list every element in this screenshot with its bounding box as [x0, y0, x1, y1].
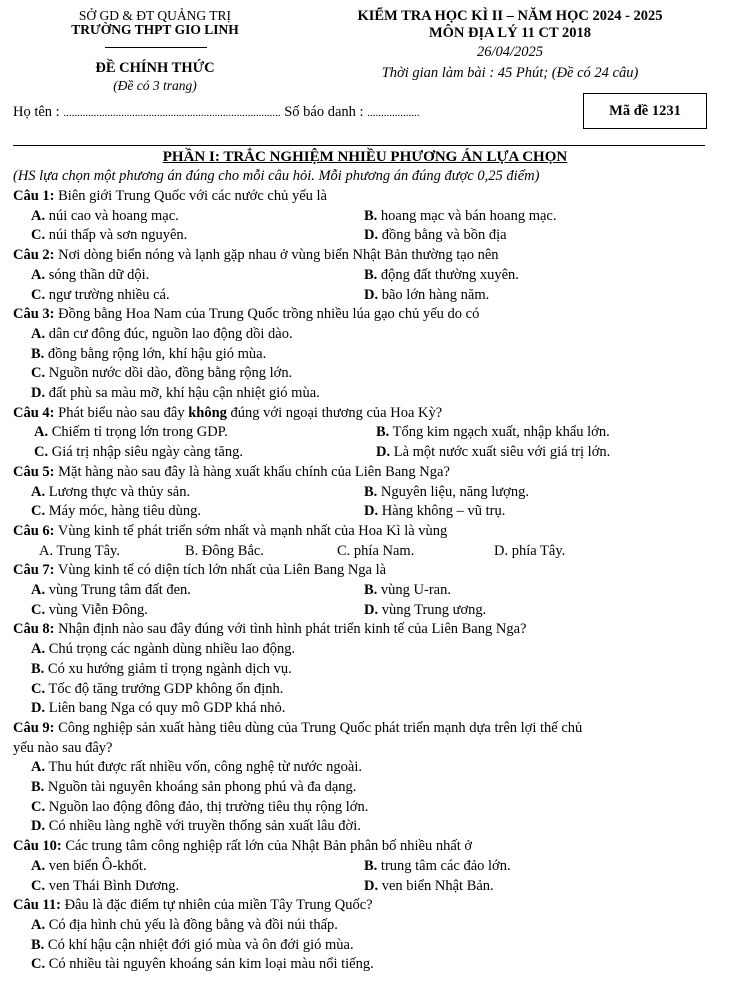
answer-option	[364, 858, 511, 875]
option-letter: D.	[31, 818, 46, 835]
question-text: Công nghiệp sản xuất hàng tiêu dùng của Trung Quốc phát triển mạnh dựa trên lợi thế chủ	[58, 719, 583, 736]
answer-option	[31, 227, 187, 244]
question-stem	[13, 720, 582, 737]
option-text: động đất thường xuyên.	[377, 266, 519, 283]
option-letter: D.	[376, 444, 391, 461]
option-text: Có địa hình chủ yếu là đồng bằng và đồi núi thấp.	[45, 916, 338, 933]
question-text: Đâu là đặc điểm tự nhiên của miền Tây Trung Quốc?	[64, 897, 373, 914]
answer-option	[364, 484, 529, 501]
question-text: Nơi dòng biển nóng và lạnh gặp nhau ở vùng biển Nhật Bản thường tạo nên	[58, 247, 499, 264]
question-label: Câu 7:	[13, 562, 55, 579]
option-letter: A.	[39, 542, 54, 559]
subject: MÔN ĐỊA LÝ 11 CT 2018	[428, 25, 592, 41]
option-letter: C.	[337, 542, 351, 559]
answer-option	[31, 858, 147, 875]
answer-option	[31, 602, 148, 619]
question-text: đúng với ngoại thương của Hoa Kỳ?	[226, 404, 443, 421]
option-text: Nguồn nước dồi dào, đồng bằng rộng lớn.	[45, 365, 293, 382]
option-letter: C.	[31, 877, 46, 894]
option-letter: B.	[31, 936, 45, 953]
option-letter: D.	[364, 601, 379, 618]
option-letter: A.	[31, 325, 46, 342]
option-text: phía Tây.	[508, 542, 566, 559]
option-letter: B.	[364, 483, 378, 500]
question-stem	[13, 188, 327, 205]
answer-option	[31, 287, 170, 304]
exam-code-box: Mã đề 1231	[583, 93, 707, 129]
answer-option	[337, 543, 414, 560]
option-letter: B.	[31, 660, 45, 677]
option-text: vùng Trung tâm đất đen.	[45, 582, 191, 598]
option-letter: A.	[31, 266, 46, 283]
option-text: Có khí hậu cận nhiệt đới gió mùa và ôn đới gió mùa.	[44, 936, 354, 953]
answer-option	[31, 582, 191, 599]
option-text: sóng thần dữ dội.	[45, 266, 150, 283]
option-text: Đông Bắc.	[198, 542, 264, 559]
dept-name: SỞ GD & ĐT QUẢNG TRỊ	[78, 8, 232, 23]
duration: Thời gian làm bài : 45 Phút; (Đề có 24 câu)	[381, 65, 639, 81]
answer-option	[31, 937, 354, 954]
option-text: Chiếm tỉ trọng lớn trong GDP.	[48, 424, 228, 441]
option-text: phía Nam.	[350, 542, 415, 559]
option-letter: D.	[364, 503, 379, 520]
option-letter: C.	[31, 798, 46, 815]
question-stem	[13, 306, 479, 323]
option-letter: A.	[31, 483, 46, 500]
option-text: ven Thái Bình Dương.	[45, 877, 180, 894]
answer-option	[31, 759, 362, 776]
answer-option	[34, 444, 243, 461]
question-text: Đồng bằng Hoa Nam của Trung Quốc trồng nhiều lúa gạo chủ yếu do có	[58, 306, 480, 323]
option-letter: D.	[31, 700, 46, 717]
answer-option	[31, 779, 356, 796]
option-text: ven biển Nhật Bản.	[378, 877, 494, 894]
answer-option	[31, 956, 374, 973]
option-letter: B.	[364, 857, 378, 874]
option-text: bão lớn hàng năm.	[378, 286, 490, 303]
answer-option	[364, 287, 489, 304]
exam-date: 26/04/2025	[476, 44, 544, 60]
answer-option	[31, 818, 361, 835]
option-text: đồng bằng và bồn địa	[378, 227, 507, 244]
question-text: Mặt hàng nào sau đây là hàng xuất khẩu chính của Liên Bang Nga?	[58, 463, 450, 480]
option-text: Thu hút được rất nhiều vốn, công nghệ từ nước ngoài.	[45, 759, 363, 776]
question-text: Vùng kinh tế có diện tích lớn nhất của Liên Bang Nga là	[57, 562, 387, 579]
question-stem	[13, 562, 386, 579]
option-text: Nguyên liệu, năng lượng.	[377, 483, 529, 500]
question-label: Câu 9:	[13, 719, 55, 736]
question-stem	[13, 838, 472, 855]
answer-option	[364, 267, 519, 284]
option-letter: B.	[185, 542, 199, 559]
option-letter: C.	[31, 286, 46, 303]
option-text: Nguồn tài nguyên khoáng sản phong phú và đa dạng.	[44, 779, 357, 795]
option-letter: C.	[31, 227, 46, 244]
answer-option	[364, 602, 486, 619]
answer-option	[31, 700, 285, 717]
answer-option	[494, 543, 565, 560]
header-divider	[105, 47, 207, 48]
answer-option	[34, 424, 228, 441]
official-label: ĐỀ CHÍNH THỨC	[95, 60, 215, 76]
answer-option	[31, 799, 368, 816]
answer-option	[31, 267, 149, 284]
option-letter: D.	[364, 286, 379, 303]
section-divider	[13, 145, 705, 146]
sbd-label: Số báo danh :	[284, 104, 364, 120]
question-label: Câu 8:	[13, 621, 55, 638]
option-letter: B.	[364, 582, 378, 598]
option-text: trung tâm các đảo lớn.	[377, 857, 511, 874]
option-text: Giá trị nhập siêu ngày càng tăng.	[48, 444, 243, 461]
answer-option	[31, 326, 293, 343]
answer-option	[364, 227, 507, 244]
name-label: Họ tên :	[13, 104, 60, 120]
answer-option	[31, 208, 179, 225]
option-text: đồng bằng rộng lớn, khí hậu gió mùa.	[44, 345, 267, 362]
answer-option	[364, 503, 505, 520]
option-letter: C.	[31, 503, 46, 520]
option-text: Máy móc, hàng tiêu dùng.	[45, 503, 201, 520]
option-letter: C.	[31, 601, 46, 618]
option-letter: B.	[364, 207, 378, 224]
question-label: Câu 10:	[13, 838, 62, 855]
question-text-continued: yếu nào sau đây?	[13, 739, 113, 756]
option-letter: A.	[31, 857, 46, 874]
question-stem	[13, 621, 526, 638]
option-letter: D.	[364, 227, 379, 244]
name-line	[13, 104, 419, 121]
option-text: Tổng kim ngạch xuất, nhập khẩu lớn.	[389, 424, 610, 441]
option-text: đất phù sa màu mỡ, khí hậu cận nhiệt gió mùa.	[45, 385, 320, 401]
option-text: vùng U-ran.	[377, 582, 451, 598]
answer-option	[31, 503, 201, 520]
option-letter: C.	[31, 680, 46, 697]
answer-option	[185, 543, 264, 560]
exam-title: KIỂM TRA HỌC KÌ II – NĂM HỌC 2024 - 2025	[357, 8, 663, 24]
question-emphasis: không	[188, 404, 227, 421]
option-text: Chú trọng các ngành dùng nhiều lao động.	[45, 641, 296, 658]
option-text: Có xu hướng giảm tỉ trọng ngành dịch vụ.	[44, 660, 292, 677]
question-label: Câu 3:	[13, 306, 55, 323]
option-text: Tốc độ tăng trưởng GDP không ổn định.	[45, 680, 284, 697]
answer-option	[31, 641, 295, 658]
answer-option	[376, 424, 610, 441]
sbd-dots: ...................	[367, 107, 420, 119]
answer-option	[31, 484, 190, 501]
option-letter: A.	[31, 582, 46, 598]
option-text: Lương thực và thủy sản.	[45, 483, 191, 500]
option-letter: A.	[31, 641, 46, 658]
school-name: TRƯỜNG THPT GIO LINH	[71, 22, 239, 37]
answer-option	[39, 543, 120, 560]
option-letter: B.	[376, 424, 390, 441]
question-stem	[13, 247, 499, 264]
option-letter: D.	[494, 542, 509, 559]
pages-note: (Đề có 3 trang)	[113, 78, 197, 93]
option-letter: A.	[31, 759, 46, 776]
option-text: Có nhiều tài nguyên khoáng sản kim loại màu nổi tiếng.	[45, 956, 374, 973]
question-text: Nhận định nào sau đây đúng với tình hình phát triển kinh tế của Liên Bang Nga?	[58, 621, 527, 638]
question-text: Các trung tâm công nghiệp rất lớn của Nhật Bản phân bố nhiều nhất ở	[65, 838, 473, 855]
question-label: Câu 11:	[13, 897, 61, 914]
question-label: Câu 5:	[13, 463, 55, 480]
option-text: núi thấp và sơn nguyên.	[45, 227, 188, 244]
option-letter: C.	[31, 365, 46, 382]
section-instruction: (HS lựa chọn một phương án đúng cho mỗi câu hỏi. Mỗi phương án đúng được 0,25 điểm)	[13, 168, 540, 184]
answer-option	[364, 878, 494, 895]
option-text: Có nhiều làng nghề với truyền thống sản xuất lâu đời.	[45, 818, 361, 835]
option-letter: A.	[31, 207, 46, 224]
option-text: ven biển Ô-khốt.	[45, 857, 147, 874]
question-stem	[13, 523, 447, 540]
answer-option	[364, 582, 451, 599]
option-letter: C.	[31, 956, 46, 973]
question-stem	[13, 405, 442, 422]
answer-option	[376, 444, 610, 461]
option-text: núi cao và hoang mạc.	[45, 207, 179, 224]
option-text: Là một nước xuất siêu với giá trị lớn.	[390, 444, 611, 461]
option-text: vùng Viễn Đông.	[45, 601, 148, 618]
question-label: Câu 6:	[13, 522, 55, 539]
question-text: Biên giới Trung Quốc với các nước chủ yếu là	[58, 188, 327, 204]
option-letter: D.	[31, 385, 46, 401]
option-text: ngư trường nhiều cá.	[45, 286, 170, 303]
option-text: vùng Trung ương.	[378, 601, 487, 618]
option-text: Hàng không – vũ trụ.	[378, 503, 506, 520]
answer-option	[31, 878, 179, 895]
answer-option	[31, 385, 320, 402]
question-text: Phát biểu nào sau đây	[58, 404, 189, 421]
option-letter: D.	[364, 877, 379, 894]
answer-option	[364, 208, 556, 225]
option-text: Trung Tây.	[53, 542, 120, 559]
name-dots: ...............................................................................	[63, 107, 281, 119]
option-text: Liên bang Nga có quy mô GDP khá nhỏ.	[45, 700, 286, 717]
question-text: Vùng kinh tế phát triển sớm nhất và mạnh nhất của Hoa Kì là vùng	[57, 522, 448, 539]
question-label: Câu 4:	[13, 404, 55, 421]
answer-option	[31, 681, 283, 698]
option-text: Nguồn lao động đông đảo, thị trường tiêu thụ rộng lớn.	[45, 798, 369, 815]
option-letter: B.	[31, 345, 45, 362]
option-letter: A.	[31, 916, 46, 933]
option-text: dân cư đông đúc, nguồn lao động dồi dào.	[45, 325, 293, 342]
option-letter: B.	[31, 779, 45, 795]
option-text: hoang mạc và bán hoang mạc.	[377, 207, 557, 224]
question-label: Câu 1:	[13, 188, 55, 204]
answer-option	[31, 346, 266, 363]
question-stem	[13, 897, 373, 914]
section-title: PHẦN I: TRẮC NGHIỆM NHIỀU PHƯƠNG ÁN LỰA CHỌN	[162, 149, 568, 165]
option-letter: B.	[364, 266, 378, 283]
answer-option	[31, 365, 292, 382]
option-letter: A.	[34, 424, 49, 441]
answer-option	[31, 661, 292, 678]
question-label: Câu 2:	[13, 247, 55, 264]
answer-option	[31, 917, 338, 934]
option-letter: C.	[34, 444, 49, 461]
question-stem	[13, 464, 450, 481]
